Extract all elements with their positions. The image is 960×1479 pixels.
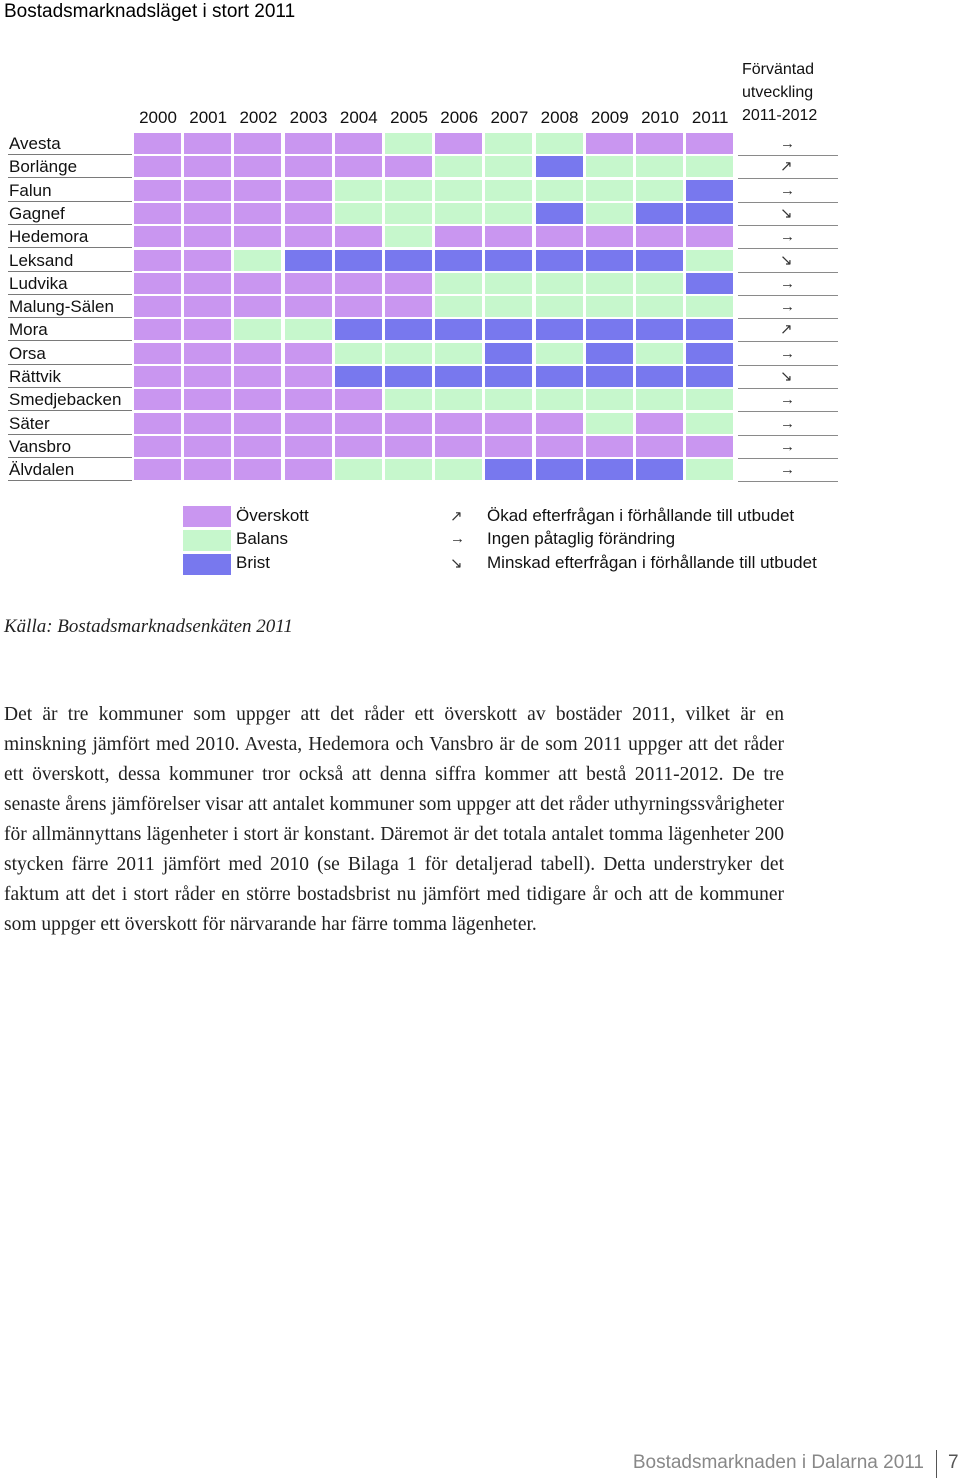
heatmap-cell bbox=[686, 343, 733, 364]
row-divider bbox=[8, 410, 132, 411]
heatmap-cell bbox=[385, 226, 432, 247]
heatmap-cell bbox=[536, 436, 583, 457]
heatmap-cell bbox=[536, 156, 583, 177]
heatmap-cell bbox=[385, 413, 432, 434]
heatmap-cell bbox=[335, 366, 382, 387]
forecast-cell bbox=[738, 459, 838, 482]
forecast-arrow-icon: ↗ bbox=[780, 158, 793, 176]
heatmap-cell bbox=[536, 226, 583, 247]
forecast-arrow-icon: → bbox=[780, 344, 795, 362]
municipality-label: Vansbro bbox=[9, 436, 72, 456]
heatmap-cell bbox=[134, 319, 181, 340]
heatmap-cell bbox=[184, 366, 231, 387]
heatmap-cell bbox=[485, 436, 532, 457]
heatmap-cell bbox=[285, 250, 332, 271]
heatmap-cell bbox=[636, 319, 683, 340]
heatmap-cell bbox=[686, 203, 733, 224]
row-divider bbox=[8, 457, 132, 458]
heatmap-cell bbox=[435, 203, 482, 224]
arrow-legend-label: Ökad efterfrågan i förhållande till utbudet bbox=[487, 506, 795, 525]
legend-swatch-overskott bbox=[183, 506, 231, 527]
municipality-label: Malung-Sälen bbox=[9, 297, 114, 317]
heatmap-cell bbox=[285, 180, 332, 201]
heatmap-cell bbox=[686, 436, 733, 457]
year-label: 2007 bbox=[490, 108, 529, 127]
heatmap-cell bbox=[485, 226, 532, 247]
heatmap-cell bbox=[485, 250, 532, 271]
municipality-label: Leksand bbox=[9, 250, 74, 270]
year-label: 2001 bbox=[189, 108, 228, 127]
page-number: 7 bbox=[948, 1452, 959, 1473]
year-label: 2002 bbox=[239, 108, 278, 127]
heatmap-cell bbox=[335, 413, 382, 434]
heatmap-cell bbox=[335, 389, 382, 410]
row-divider bbox=[8, 177, 132, 178]
municipality-label: Älvdalen bbox=[9, 460, 75, 480]
heatmap-cell bbox=[636, 343, 683, 364]
heatmap-cell bbox=[485, 343, 532, 364]
footer-title: Bostadsmarknaden i Dalarna 2011 bbox=[632, 1452, 924, 1473]
heatmap-cell bbox=[586, 250, 633, 271]
heatmap-cell bbox=[285, 366, 332, 387]
heatmap-cell bbox=[636, 296, 683, 317]
heatmap-cell bbox=[184, 273, 231, 294]
heatmap-cell bbox=[485, 366, 532, 387]
heatmap-cell bbox=[134, 296, 181, 317]
heatmap-cell bbox=[234, 343, 281, 364]
heatmap-cell bbox=[234, 180, 281, 201]
forecast-cell bbox=[738, 180, 838, 203]
footer-divider bbox=[936, 1450, 937, 1478]
heatmap-cell bbox=[285, 203, 332, 224]
forecast-cell bbox=[738, 273, 838, 296]
heatmap-cell bbox=[536, 389, 583, 410]
heatmap-cell bbox=[586, 203, 633, 224]
heatmap-cell bbox=[485, 389, 532, 410]
year-label: 2000 bbox=[139, 108, 177, 127]
heatmap-cell bbox=[586, 156, 633, 177]
heatmap-cell bbox=[636, 389, 683, 410]
row-divider bbox=[8, 201, 132, 202]
legend-swatch-brist bbox=[183, 554, 231, 575]
municipality-label: Rättvik bbox=[9, 367, 61, 386]
heatmap-cell bbox=[134, 180, 181, 201]
row-divider bbox=[8, 224, 132, 225]
forecast-cell bbox=[738, 436, 838, 459]
arrow-legend-label: Ingen påtaglig förändring bbox=[487, 529, 676, 548]
heatmap-cell bbox=[134, 413, 181, 434]
heatmap-cell bbox=[536, 180, 583, 201]
row-divider bbox=[8, 364, 132, 365]
forecast-cell bbox=[738, 156, 838, 179]
heatmap-cell bbox=[335, 459, 382, 480]
heatmap-cell bbox=[335, 250, 382, 271]
municipality-label: Ludvika bbox=[9, 273, 68, 293]
heatmap-cell bbox=[335, 296, 382, 317]
heatmap-cell bbox=[686, 319, 733, 340]
heatmap-cell bbox=[134, 156, 181, 177]
heatmap-cell bbox=[536, 250, 583, 271]
heatmap-cell bbox=[134, 133, 181, 154]
forecast-arrow-icon: → bbox=[780, 461, 795, 479]
heatmap-cell bbox=[686, 296, 733, 317]
forecast-arrow-icon: ↘ bbox=[780, 251, 793, 269]
heatmap-cell bbox=[636, 203, 683, 224]
heatmap-cell bbox=[435, 459, 482, 480]
heatmap-cell bbox=[184, 133, 231, 154]
forecast-header-line: utveckling bbox=[742, 84, 814, 101]
heatmap-cell bbox=[184, 250, 231, 271]
forecast-cell bbox=[738, 250, 838, 273]
heatmap-cell bbox=[485, 273, 532, 294]
heatmap-cell bbox=[586, 319, 633, 340]
heatmap-cell bbox=[435, 319, 482, 340]
row-divider bbox=[8, 434, 132, 435]
heatmap-cell bbox=[435, 250, 482, 271]
heatmap-cell bbox=[385, 319, 432, 340]
row-divider bbox=[8, 387, 132, 388]
municipality-label: Borlänge bbox=[9, 157, 78, 177]
heatmap-cell bbox=[636, 250, 683, 271]
municipality-label: Falun bbox=[9, 180, 52, 200]
heatmap-cell bbox=[435, 343, 482, 364]
row-divider bbox=[8, 247, 132, 248]
forecast-cell bbox=[738, 319, 838, 342]
heatmap-cell bbox=[335, 180, 382, 201]
heatmap-cell bbox=[435, 226, 482, 247]
heatmap-cell bbox=[636, 366, 683, 387]
year-label: 2005 bbox=[390, 108, 428, 127]
heatmap-cell bbox=[485, 156, 532, 177]
heatmap-cell bbox=[686, 156, 733, 177]
heatmap-cell bbox=[586, 296, 633, 317]
heatmap-figure bbox=[0, 0, 960, 600]
heatmap-cell bbox=[586, 436, 633, 457]
heatmap-cell bbox=[636, 273, 683, 294]
heatmap-cell bbox=[184, 389, 231, 410]
heatmap-cell bbox=[184, 343, 231, 364]
row-divider bbox=[8, 294, 132, 295]
heatmap-cell bbox=[385, 180, 432, 201]
heatmap-cell bbox=[536, 413, 583, 434]
heatmap-cell bbox=[184, 413, 231, 434]
heatmap-cell bbox=[184, 436, 231, 457]
forecast-cell bbox=[738, 366, 838, 389]
municipality-label: Hedemora bbox=[9, 227, 89, 247]
heatmap-cell bbox=[586, 389, 633, 410]
forecast-cell bbox=[738, 203, 838, 226]
heatmap-cell bbox=[435, 413, 482, 434]
municipality-label: Avesta bbox=[9, 134, 61, 153]
year-label: 2006 bbox=[440, 108, 479, 127]
municipality-label: Orsa bbox=[9, 343, 46, 363]
heatmap-cell bbox=[285, 156, 332, 177]
heatmap-cell bbox=[586, 180, 633, 201]
municipality-label: Mora bbox=[9, 320, 48, 340]
heatmap-cell bbox=[184, 203, 231, 224]
municipality-label: Gagnef bbox=[9, 203, 65, 223]
heatmap-cell bbox=[686, 180, 733, 201]
heatmap-cell bbox=[134, 459, 181, 480]
heatmap-cell bbox=[285, 296, 332, 317]
forecast-header bbox=[742, 58, 842, 127]
heatmap-cell bbox=[285, 389, 332, 410]
forecast-cell bbox=[738, 343, 838, 366]
year-label: 2011 bbox=[691, 108, 729, 127]
heatmap-cell bbox=[234, 389, 281, 410]
heatmap-cell bbox=[536, 459, 583, 480]
heatmap-cell bbox=[285, 226, 332, 247]
heatmap-cell bbox=[234, 273, 281, 294]
year-label: 2010 bbox=[641, 108, 679, 127]
heatmap-cell bbox=[134, 226, 181, 247]
heatmap-cell bbox=[335, 319, 382, 340]
heatmap-cell bbox=[586, 133, 633, 154]
heatmap-cell bbox=[686, 413, 733, 434]
heatmap-cell bbox=[485, 180, 532, 201]
forecast-cell bbox=[738, 296, 838, 319]
forecast-header-line: 2011-2012 bbox=[742, 107, 818, 124]
heatmap-cell bbox=[234, 133, 281, 154]
heatmap-cell bbox=[234, 436, 281, 457]
row-divider bbox=[8, 480, 132, 481]
forecast-cell bbox=[738, 389, 838, 412]
year-label: 2003 bbox=[289, 108, 328, 127]
heatmap-cell bbox=[134, 273, 181, 294]
heatmap-cell bbox=[134, 436, 181, 457]
heatmap-cell bbox=[285, 133, 332, 154]
year-label: 2008 bbox=[540, 108, 579, 127]
heatmap-cell bbox=[134, 389, 181, 410]
heatmap-cell bbox=[586, 343, 633, 364]
heatmap-cell bbox=[184, 459, 231, 480]
heatmap-cell bbox=[686, 250, 733, 271]
heatmap-cell bbox=[285, 273, 332, 294]
heatmap-cell bbox=[184, 156, 231, 177]
forecast-cell bbox=[738, 226, 838, 249]
heatmap-cell bbox=[234, 226, 281, 247]
legend-swatch-balans bbox=[183, 530, 231, 551]
heatmap-cell bbox=[435, 133, 482, 154]
heatmap-cell bbox=[435, 156, 482, 177]
heatmap-cell bbox=[485, 319, 532, 340]
figure-caption: Källa: Bostadsmarknadsenkäten 2011 bbox=[4, 616, 293, 637]
heatmap-cell bbox=[686, 273, 733, 294]
forecast-arrow-icon: ↘ bbox=[780, 204, 793, 222]
heatmap-cell bbox=[335, 133, 382, 154]
legend-label-brist: Brist bbox=[236, 553, 270, 572]
row-divider bbox=[8, 271, 132, 272]
running-header: Bostadsmarknadsläget i stort 2011 bbox=[4, 1, 296, 22]
arrow-legend-label: Minskad efterfrågan i förhållande till utbudet bbox=[487, 553, 817, 572]
heatmap-cell bbox=[485, 459, 532, 480]
heatmap-cell bbox=[636, 413, 683, 434]
heatmap-cell bbox=[335, 203, 382, 224]
heatmap-cell bbox=[536, 273, 583, 294]
forecast-arrow-icon: ↘ bbox=[780, 368, 793, 385]
heatmap-cell bbox=[485, 413, 532, 434]
forecast-arrow-icon: ↗ bbox=[780, 321, 793, 339]
heatmap-cell bbox=[234, 156, 281, 177]
heatmap-cell bbox=[435, 389, 482, 410]
forecast-arrow-icon: → bbox=[780, 181, 795, 199]
heatmap-cell bbox=[586, 273, 633, 294]
heatmap-cell bbox=[435, 180, 482, 201]
heatmap-cell bbox=[385, 296, 432, 317]
legend-label-balans: Balans bbox=[236, 529, 288, 548]
heatmap-cell bbox=[285, 319, 332, 340]
heatmap-cell bbox=[636, 180, 683, 201]
heatmap-cell bbox=[335, 343, 382, 364]
heatmap-cell bbox=[184, 180, 231, 201]
heatmap-cell bbox=[335, 156, 382, 177]
arrow-right-icon: → bbox=[450, 530, 465, 547]
heatmap-cell bbox=[485, 133, 532, 154]
heatmap-cell bbox=[385, 436, 432, 457]
heatmap-cell bbox=[134, 250, 181, 271]
heatmap-cell bbox=[636, 436, 683, 457]
heatmap-cell bbox=[285, 413, 332, 434]
heatmap-cell bbox=[586, 366, 633, 387]
heatmap-cell bbox=[385, 389, 432, 410]
heatmap-cell bbox=[385, 459, 432, 480]
heatmap-cell bbox=[435, 436, 482, 457]
heatmap-cell bbox=[234, 203, 281, 224]
heatmap-cell bbox=[536, 133, 583, 154]
forecast-arrow-icon: → bbox=[780, 437, 795, 455]
heatmap-cell bbox=[536, 366, 583, 387]
year-label: 2009 bbox=[590, 108, 629, 127]
heatmap-cell bbox=[536, 343, 583, 364]
heatmap-cell bbox=[485, 203, 532, 224]
heatmap-cell bbox=[536, 319, 583, 340]
heatmap-cell bbox=[184, 319, 231, 340]
heatmap-cell bbox=[435, 273, 482, 294]
forecast-arrow-icon: → bbox=[780, 228, 795, 246]
heatmap-cell bbox=[435, 366, 482, 387]
municipality-label: Säter bbox=[9, 413, 50, 433]
year-label: 2004 bbox=[339, 108, 378, 127]
heatmap-cell bbox=[385, 250, 432, 271]
heatmap-cell bbox=[536, 203, 583, 224]
forecast-header-line: Förväntad bbox=[742, 61, 815, 78]
heatmap-cell bbox=[686, 366, 733, 387]
row-divider bbox=[8, 154, 132, 155]
heatmap-cell bbox=[234, 366, 281, 387]
heatmap-cell bbox=[335, 226, 382, 247]
heatmap-cell bbox=[686, 389, 733, 410]
heatmap-cell bbox=[385, 366, 432, 387]
legend-label-overskott: Överskott bbox=[236, 506, 309, 525]
heatmap-cell bbox=[686, 133, 733, 154]
heatmap-cell bbox=[134, 203, 181, 224]
heatmap-cell bbox=[636, 133, 683, 154]
forecast-arrow-icon: → bbox=[780, 135, 795, 152]
heatmap-cell bbox=[636, 459, 683, 480]
heatmap-cell bbox=[385, 156, 432, 177]
heatmap-cell bbox=[385, 343, 432, 364]
heatmap-cell bbox=[285, 459, 332, 480]
heatmap-cell bbox=[134, 343, 181, 364]
row-divider bbox=[8, 317, 132, 318]
heatmap-cell bbox=[234, 250, 281, 271]
heatmap-cell bbox=[335, 436, 382, 457]
heatmap-cell bbox=[435, 296, 482, 317]
heatmap-cell bbox=[184, 296, 231, 317]
heatmap-cell bbox=[686, 226, 733, 247]
heatmap-cell bbox=[586, 459, 633, 480]
heatmap-cell bbox=[134, 366, 181, 387]
heatmap-cell bbox=[586, 226, 633, 247]
heatmap-cell bbox=[285, 343, 332, 364]
forecast-arrow-icon: → bbox=[780, 298, 795, 316]
heatmap-cell bbox=[335, 273, 382, 294]
arrow-down-icon: ↘ bbox=[450, 555, 463, 572]
heatmap-cell bbox=[636, 226, 683, 247]
forecast-arrow-icon: → bbox=[780, 414, 795, 432]
body-paragraph: Det är tre kommuner som uppger att det råder ett överskott av bostäder 2011, vilket är en minskning jämfört med 2010. Avesta, Hedemora och Vansbro är de som 2011 uppger att det råder ett överskott, dessa kommuner tror också att denna siffra kommer att bestå 2011-2012. De tre senaste årens jämförelser visar att antalet kommuner som uppger att det råder uthyrningssvårigheter för allmännyttans lägenheter i stort är konstant. Däremot är det totala antalet tomma lägenheter 200 stycken färre 2011 jämfört med 2010 (se Bilaga 1 för detaljerad tabell). Detta understryker det faktum att det i stort råder en större bostadsbrist nu jämfört med tidigare år och att de kommuner som uppger ett överskott för närvarande har färre tomma lägenheter. bbox=[4, 704, 784, 935]
heatmap-cell bbox=[485, 296, 532, 317]
heatmap-cell bbox=[586, 413, 633, 434]
heatmap-cell bbox=[234, 459, 281, 480]
heatmap-cell bbox=[536, 296, 583, 317]
heatmap-cell bbox=[385, 273, 432, 294]
heatmap-cell bbox=[636, 156, 683, 177]
heatmap-cell bbox=[184, 226, 231, 247]
forecast-arrow-icon: → bbox=[780, 274, 795, 292]
heatmap-cell bbox=[234, 296, 281, 317]
heatmap-cell bbox=[285, 436, 332, 457]
forecast-cell bbox=[738, 413, 838, 436]
heatmap-cell bbox=[234, 319, 281, 340]
forecast-cell bbox=[738, 133, 838, 156]
forecast-arrow-icon: → bbox=[780, 391, 795, 409]
municipality-label: Smedjebacken bbox=[9, 390, 122, 410]
heatmap-cell bbox=[686, 459, 733, 480]
heatmap-cell bbox=[234, 413, 281, 434]
row-divider bbox=[8, 340, 132, 341]
heatmap-cell bbox=[385, 133, 432, 154]
arrow-up-icon: ↗ bbox=[450, 508, 463, 525]
heatmap-cell bbox=[385, 203, 432, 224]
